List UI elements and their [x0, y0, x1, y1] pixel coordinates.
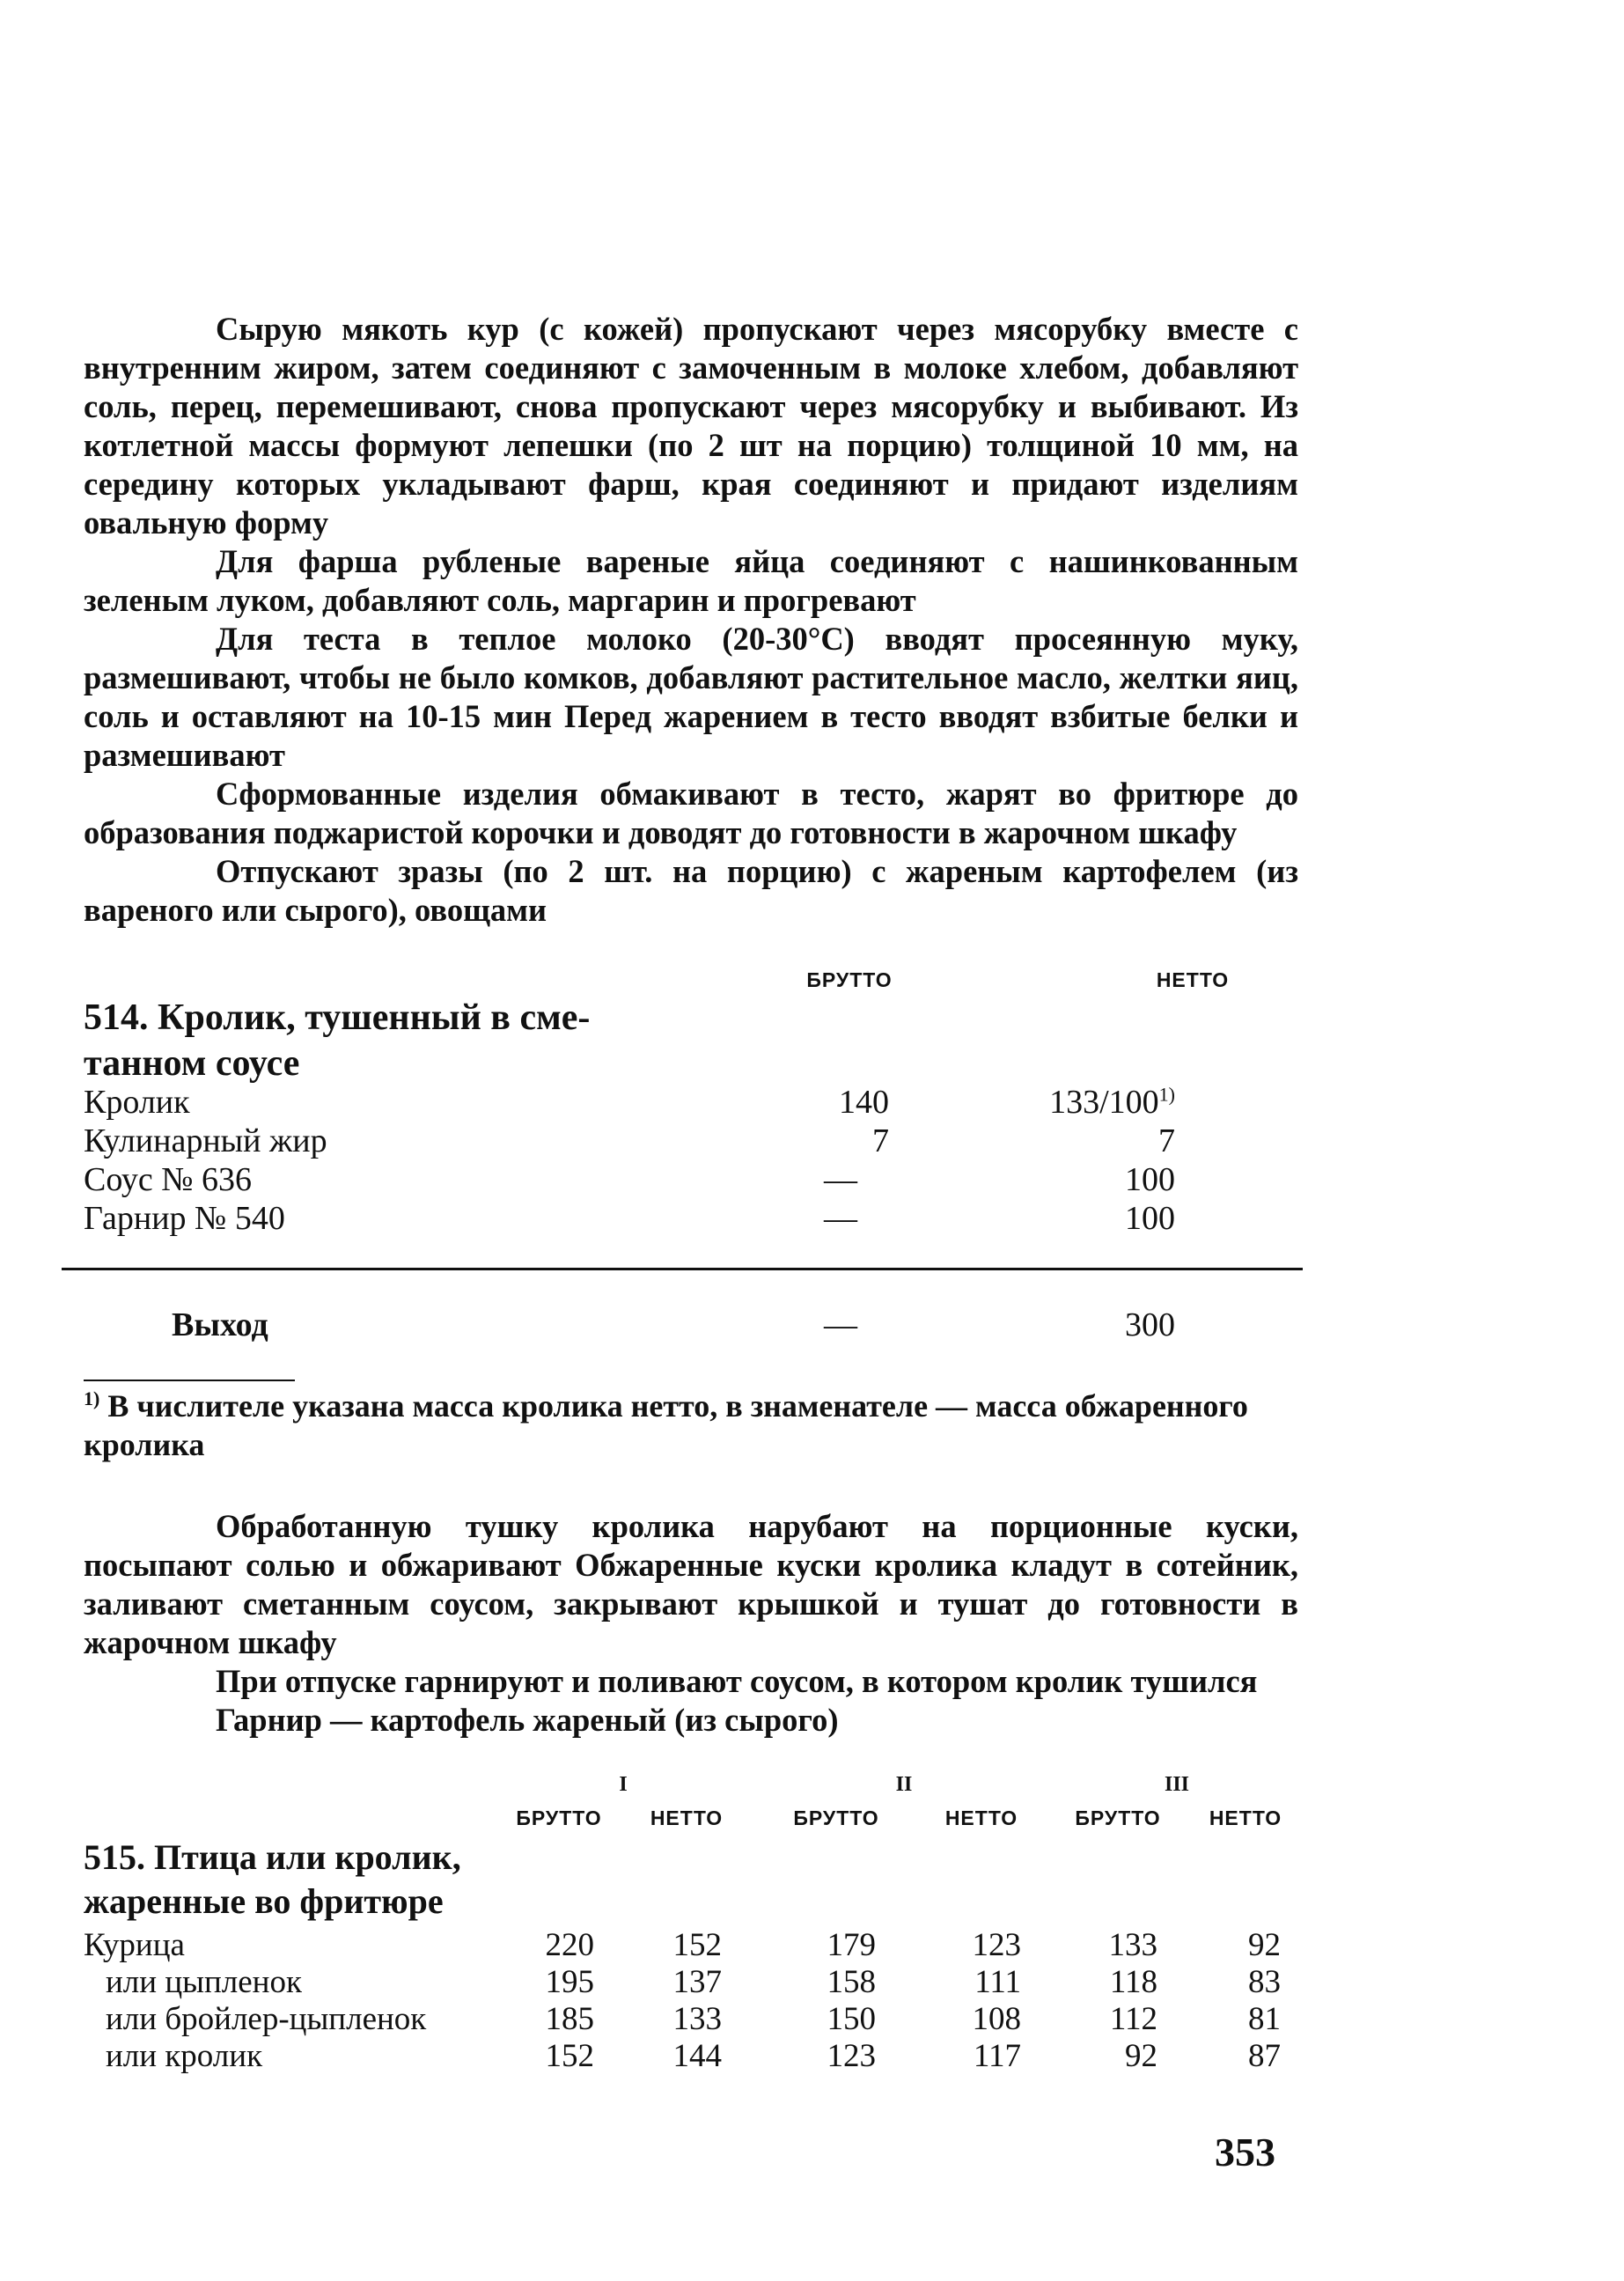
yield-brutto: — [824, 1306, 857, 1343]
column-group-label: II [895, 1773, 913, 1796]
paragraph: Для теста в теплое молоко (20-30°С) вводят просеянную муку, размешивают, чтобы не было комков, добавляют растительное масло, желтки яиц, соль и оставляют на 10-15 мин Перед жарением в тесто вводят взбитые белки и размешивают [84, 621, 1298, 773]
value-cell: 179 [827, 1927, 876, 1963]
brutto-value: — [824, 1161, 857, 1198]
brutto-value: 7 [872, 1122, 889, 1159]
yield-row [84, 1306, 1228, 1344]
value-cell: 133 [672, 2001, 722, 2037]
value-cell: 87 [1248, 2038, 1281, 2074]
value-cell: 117 [973, 2038, 1021, 2074]
value-cell: 133 [1108, 1927, 1157, 1963]
column-header-netto: НЕТТО [650, 1806, 724, 1829]
column-header-netto: НЕТТО [944, 1806, 1018, 1829]
ingredient-row [84, 1199, 1228, 1238]
footnote-rule [84, 1380, 295, 1381]
value-cell: 81 [1248, 2001, 1281, 2037]
column-header-brutto: БРУТТО [1075, 1806, 1161, 1829]
column-header-netto: НЕТТО [1209, 1806, 1282, 1829]
value-cell: 144 [672, 2038, 722, 2074]
page-number: 353 [1215, 2130, 1275, 2174]
value-cell: 185 [545, 2001, 594, 2037]
value-cell: 92 [1125, 2038, 1157, 2074]
ingredient-row [84, 1122, 1228, 1160]
footnote [84, 1387, 1298, 1464]
yield-netto: 300 [1125, 1306, 1175, 1343]
ingredient-row [84, 1926, 1281, 1965]
recipe-title-line: 514. Кролик, тушенный в сме- [84, 997, 591, 1038]
ingredient-name: или кролик [106, 2038, 263, 2074]
divider-line [62, 1268, 1303, 1270]
ingredient-row [84, 1963, 1281, 2002]
value-cell: 123 [972, 1927, 1021, 1963]
yield-label: Выход [172, 1306, 268, 1343]
footnote-ref: 1) [1158, 1083, 1175, 1106]
column-group-label: III [1164, 1773, 1190, 1796]
netto-value: 100 [1125, 1200, 1175, 1237]
netto-value: 100 [1125, 1161, 1175, 1198]
ingredient-name: Соус № 636 [84, 1161, 253, 1198]
ingredient-row [84, 1083, 1228, 1122]
column-header-netto: НЕТТО [1156, 968, 1230, 991]
ingredient-name: или бройлер-цыпленок [106, 2001, 427, 2037]
value-cell: 137 [672, 1964, 722, 2000]
recipe-title-line: жаренные во фритюре [84, 1881, 444, 1921]
recipe-514 [84, 958, 1307, 1363]
paragraph: Для фарша рубленые вареные яйца соединяют с нашинкованным зеленым луком, добавляют соль, маргарин и прогревают [84, 543, 1298, 618]
paragraph: Сформованные изделия обмакивают в тесто, жарят во фритюре до образования поджаристой корочки и доводят до готовности в жарочном шкафу [84, 776, 1298, 850]
rabbit-instructions [84, 1507, 1298, 1740]
value-cell: 158 [827, 1964, 876, 2000]
value-cell: 195 [545, 1964, 594, 2000]
ingredient-row [84, 1160, 1228, 1199]
value-cell: 92 [1248, 1927, 1281, 1963]
ingredient-name: Кулинарный жир [84, 1122, 327, 1159]
column-group-label: I [619, 1773, 628, 1796]
intro-text [84, 310, 1298, 930]
value-cell: 118 [1109, 1964, 1157, 2000]
footnote-mark: 1) [84, 1387, 100, 1409]
recipe-title [84, 995, 590, 1086]
brutto-value: 140 [839, 1084, 889, 1121]
value-cell: 108 [972, 2001, 1021, 2037]
paragraph: При отпуске гарнируют и поливают соусом, в котором кролик тушился [216, 1663, 1258, 1699]
recipe-515 [84, 1770, 1307, 2074]
value-cell: 152 [672, 1927, 722, 1963]
netto-value [964, 1083, 1175, 1122]
footnote-text: В числителе указана масса кролика нетто, в знаменателе — масса обжаренного кролика [84, 1388, 1248, 1462]
ingredient-name: Кролик [84, 1084, 190, 1121]
brutto-value: — [824, 1200, 857, 1237]
paragraph: Гарнир — картофель жареный (из сырого) [216, 1702, 839, 1738]
value-cell: 112 [1109, 2001, 1157, 2037]
recipe-title [84, 1836, 461, 1924]
column-header-brutto: БРУТТО [806, 968, 893, 991]
value-cell: 220 [545, 1927, 594, 1963]
paragraph: Отпускают зразы (по 2 шт. на порцию) с жареным картофелем (из вареного или сырого), овощами [84, 853, 1298, 928]
recipe-title-line: 515. Птица или кролик, [84, 1837, 461, 1877]
ingredient-name: или цыпленок [106, 1964, 302, 2000]
recipe-title-line: танном соусе [84, 1043, 300, 1084]
paragraph: Сырую мякоть кур (с кожей) пропускают через мясорубку вместе с внутренним жиром, затем соединяют с замоченным в молоке хлебом, добавляют соль, перец, перемешивают, снова пропускают через мясорубку и выбивают. Из котлетной массы формуют лепешки (по 2 шт на порцию) толщиной 10 мм, на середину которых укладывают фарш, края соединяют и придают изделиям овальную форму [84, 311, 1298, 541]
paragraph: Обработанную тушку кролика нарубают на порционные куски, посыпают солью и обжаривают Обжаренные куски кролика кладут в сотейник, заливают сметанным соусом, закрывают крышкой и тушат до готовности в жарочном шкафу [84, 1508, 1298, 1660]
value-cell: 152 [545, 2038, 594, 2074]
value-cell: 123 [827, 2038, 876, 2074]
netto-value: 7 [1158, 1122, 1175, 1159]
value-cell: 150 [827, 2001, 876, 2037]
netto-number: 133/100 [1049, 1084, 1159, 1121]
value-cell: 111 [974, 1964, 1021, 2000]
column-header-brutto: БРУТТО [793, 1806, 879, 1829]
ingredient-row [84, 2000, 1281, 2039]
ingredient-name: Курица [84, 1927, 185, 1963]
column-header-brutto: БРУТТО [516, 1806, 602, 1829]
value-cell: 83 [1248, 1964, 1281, 2000]
ingredient-name: Гарнир № 540 [84, 1200, 285, 1237]
ingredient-row [84, 2037, 1281, 2076]
